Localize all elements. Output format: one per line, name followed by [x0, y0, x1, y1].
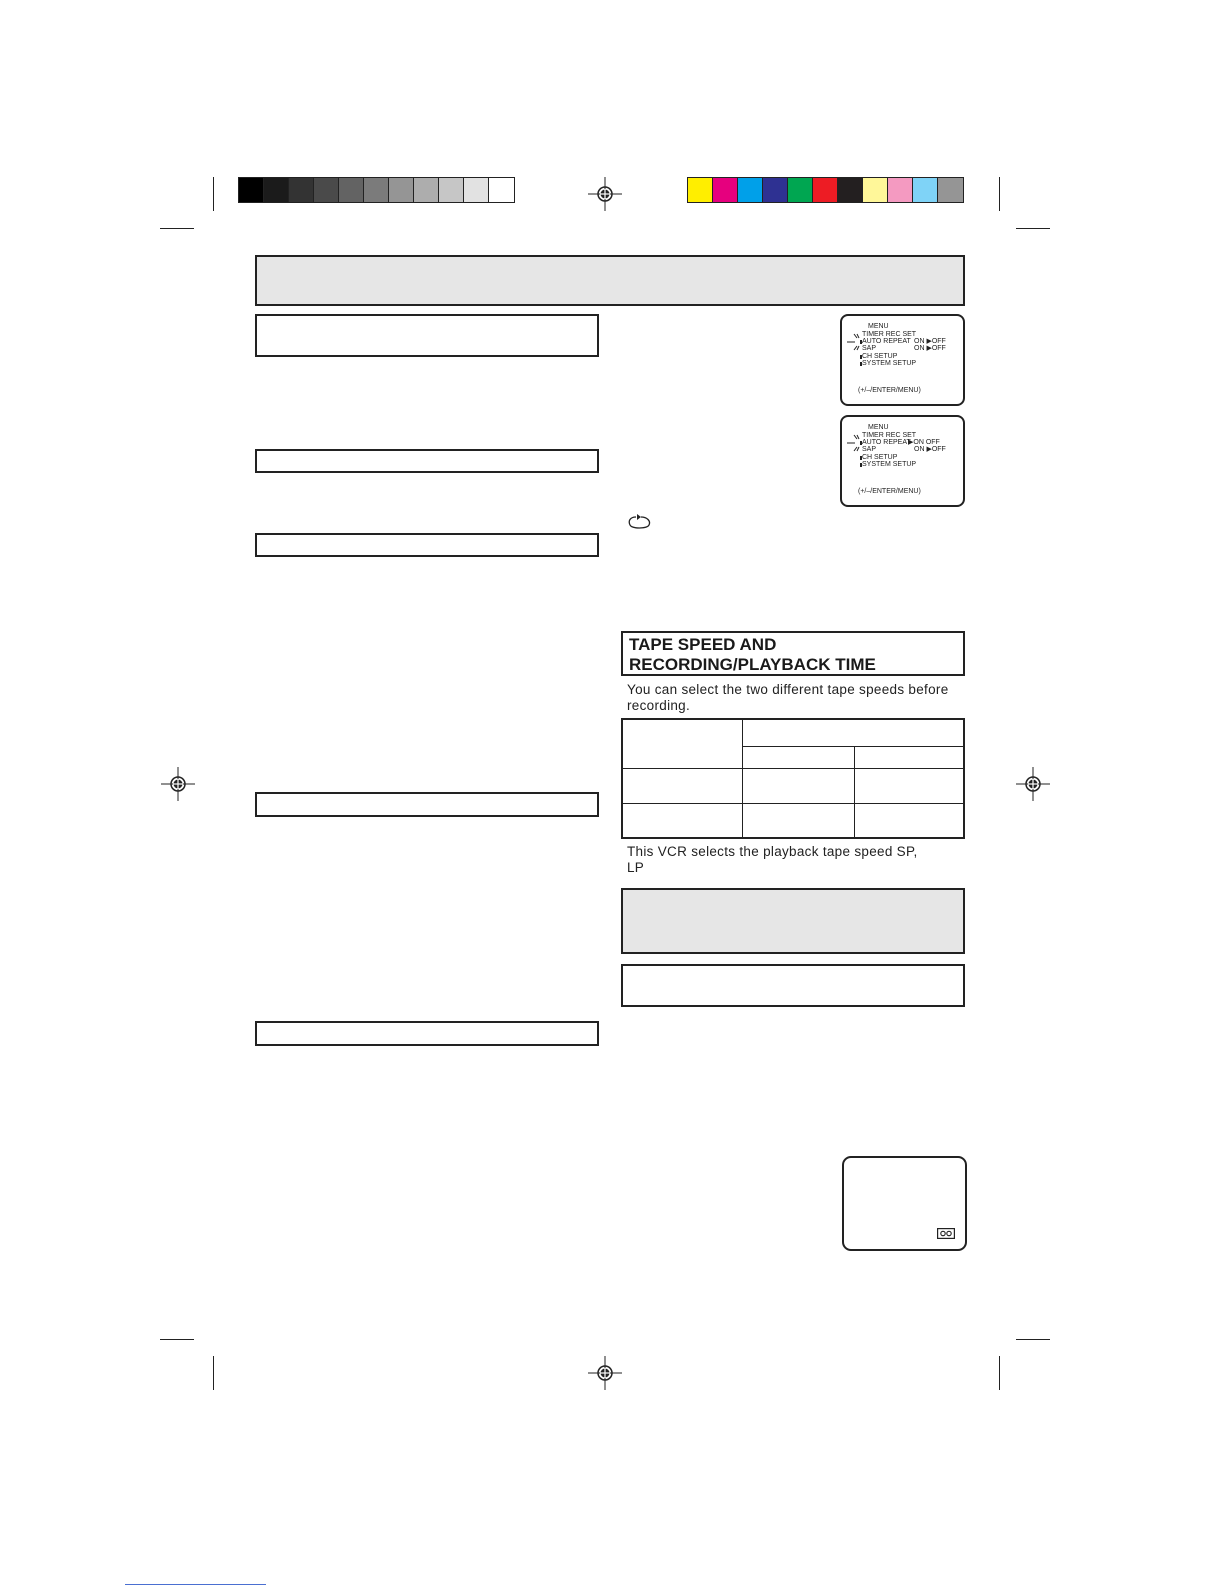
table-cell [855, 768, 965, 803]
crop-mark [160, 1339, 194, 1340]
table-row [622, 803, 964, 838]
menu-option: ON ▶OFF [914, 446, 946, 453]
cursor-indicator-icon [846, 432, 864, 468]
menu-item: AUTO REPEAT [862, 338, 911, 345]
menu-item: CH SETUP [862, 454, 898, 461]
table-row [622, 768, 964, 803]
crop-mark [213, 177, 214, 211]
color-swatch [938, 178, 963, 202]
color-swatch [464, 178, 489, 202]
grayscale-color-bar [238, 177, 515, 203]
menu-title: MENU [868, 323, 889, 330]
osd-menu-screen [840, 314, 965, 406]
table-cell [855, 746, 965, 768]
color-swatch [913, 178, 938, 202]
color-bar [687, 177, 964, 203]
menu-item: AUTO REPEAT [862, 439, 911, 446]
crop-mark [999, 177, 1000, 211]
color-swatch [289, 178, 314, 202]
tape-speed-table [621, 718, 965, 839]
menu-option: ▶ON OFF [908, 439, 940, 446]
menu-item: TIMER REC SET [862, 432, 917, 439]
color-swatch [339, 178, 364, 202]
register-mark-icon [1016, 767, 1050, 801]
section-heading-box [621, 964, 965, 1007]
tape-speed-intro [627, 682, 949, 714]
register-mark-icon [161, 767, 195, 801]
crop-mark [213, 1356, 214, 1390]
color-swatch [439, 178, 464, 202]
color-swatch [863, 178, 888, 202]
menu-option: ON ▶OFF [914, 338, 946, 345]
osd-menu-screen [840, 415, 965, 507]
intro-line: You can select the two different tape speeds before [627, 682, 949, 697]
menu-item: SAP [862, 446, 877, 453]
heading-line: TAPE SPEED AND [629, 635, 777, 654]
color-swatch [364, 178, 389, 202]
menu-option: ON ▶OFF [914, 345, 946, 352]
menu-item: SYSTEM SETUP [862, 461, 917, 468]
table-cell [743, 768, 855, 803]
section-title-band [621, 888, 965, 954]
menu-title: MENU [868, 424, 889, 431]
table-cell [743, 746, 855, 768]
crop-mark [160, 228, 194, 229]
tv-screen [842, 1156, 967, 1251]
color-swatch [264, 178, 289, 202]
page-title-band [255, 255, 965, 306]
table-cell [622, 719, 743, 768]
heading-line: RECORDING/PLAYBACK TIME [629, 655, 876, 674]
color-swatch [713, 178, 738, 202]
intro-line: recording. [627, 698, 691, 713]
color-swatch [813, 178, 838, 202]
color-swatch [314, 178, 339, 202]
color-swatch [738, 178, 763, 202]
note-line: LP [627, 860, 645, 875]
repeat-icon [627, 513, 653, 531]
menu-nav-hint: (+/–/ENTER/MENU) [858, 387, 921, 394]
section-heading-box [255, 314, 599, 357]
crop-mark [999, 1356, 1000, 1390]
tape-speed-heading [621, 631, 965, 676]
note-line: This VCR selects the playback tape speed SP, [627, 844, 918, 859]
table-cell [855, 803, 965, 838]
color-swatch [788, 178, 813, 202]
menu-item: SYSTEM SETUP [862, 360, 917, 367]
table-cell [622, 803, 743, 838]
menu-item: TIMER REC SET [862, 331, 917, 338]
cassette-icon [937, 1228, 955, 1239]
register-mark-icon [588, 177, 622, 211]
playback-speed-note [627, 844, 918, 876]
section-heading-box [255, 792, 599, 817]
table-cell [743, 719, 965, 746]
crop-mark [1016, 228, 1050, 229]
color-swatch [763, 178, 788, 202]
table-cell [622, 768, 743, 803]
color-swatch [489, 178, 514, 202]
color-swatch [239, 178, 264, 202]
section-heading-box [255, 449, 599, 473]
cursor-indicator-icon [846, 331, 864, 367]
menu-item: CH SETUP [862, 353, 898, 360]
color-swatch [389, 178, 414, 202]
register-mark-icon [588, 1356, 622, 1390]
menu-item: SAP [862, 345, 877, 352]
color-swatch [688, 178, 713, 202]
section-heading-box [255, 1021, 599, 1046]
menu-nav-hint: (+/–/ENTER/MENU) [858, 488, 921, 495]
color-swatch [888, 178, 913, 202]
color-swatch [414, 178, 439, 202]
section-heading-box [255, 533, 599, 557]
table-cell [743, 803, 855, 838]
color-swatch [838, 178, 863, 202]
crop-mark [1016, 1339, 1050, 1340]
